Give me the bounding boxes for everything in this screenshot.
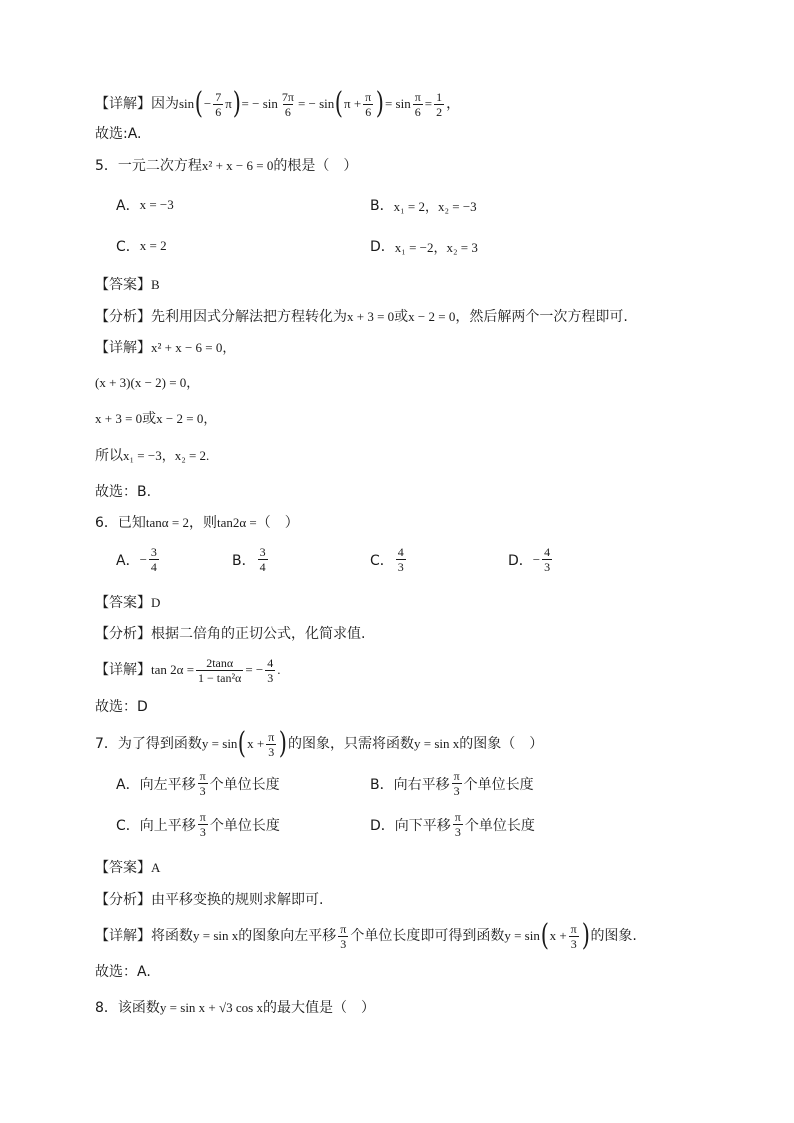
- q5-option-b: [370, 195, 477, 215]
- analysis-text: 或: [394, 309, 409, 325]
- frac-den: 3: [199, 784, 206, 798]
- fraction: [452, 770, 462, 797]
- analysis-text: 由平移变换的规则求解即可.: [151, 892, 324, 908]
- detail-tag: 【详解】: [95, 662, 151, 678]
- fraction: [196, 657, 243, 684]
- option-label: B．: [370, 776, 394, 793]
- q6-option-a: [116, 546, 161, 573]
- math-eq: tanα = 2: [145, 515, 189, 530]
- math-eq: x + 3 = 0: [347, 309, 395, 324]
- math-eq: = sin: [384, 96, 411, 111]
- option-label: B．: [232, 552, 256, 569]
- math-pi: π: [225, 96, 232, 111]
- math-expr: x +: [247, 736, 265, 751]
- fraction: [363, 91, 373, 118]
- option-label: C．: [116, 817, 140, 834]
- q5-option-c: [116, 236, 167, 256]
- frac-num: 3: [259, 545, 266, 559]
- math-eq: x − 2 = 0: [408, 309, 456, 324]
- frac-num: π: [453, 769, 460, 783]
- fraction: [213, 91, 223, 118]
- fraction: [265, 657, 275, 684]
- connector-text: 或: [142, 411, 157, 427]
- option-text: 向右平移: [393, 776, 450, 793]
- q7-choice: 故选：A.: [95, 964, 151, 980]
- q8-stem: [95, 998, 375, 1018]
- option-label: C．: [370, 552, 394, 569]
- option-text: 个单位长度: [464, 817, 535, 834]
- frac-den: 3: [397, 560, 404, 574]
- option-text: 个单位长度: [209, 776, 280, 793]
- frac-num: 7π: [281, 89, 294, 104]
- frac-num: π: [199, 769, 206, 783]
- frac-num: π: [365, 89, 372, 104]
- q5-detail-step3: [95, 409, 216, 429]
- math-func: y = sin: [504, 928, 540, 943]
- q5-option-d: [370, 236, 478, 256]
- detail-tag: 【详解】: [95, 928, 151, 944]
- frac-den: 3: [453, 784, 460, 798]
- frac-num: 4: [544, 545, 551, 559]
- option-value: x = −3: [139, 197, 174, 212]
- math-lhs: tan 2α =: [151, 662, 195, 677]
- math-func: y = sin x: [193, 928, 239, 943]
- paren-close: ): [375, 86, 385, 121]
- option-text: 个单位长度: [463, 776, 534, 793]
- frac-den: 3: [268, 744, 275, 759]
- frac-den: 6: [365, 104, 372, 119]
- frac-den: 1 − tan²α: [198, 670, 242, 685]
- option-label: D．: [508, 552, 533, 569]
- math-expr: x +: [549, 928, 567, 943]
- q6-detail: [95, 652, 281, 688]
- detail-text: 所以: [95, 448, 123, 464]
- answer-tag: 【答案】: [95, 595, 151, 611]
- option-value: x₁ = −2，x₂ = 3: [394, 239, 478, 255]
- frac-num: 4: [397, 545, 404, 559]
- math-eq: = −: [245, 662, 264, 677]
- fraction: [413, 91, 423, 118]
- frac-den: 2: [436, 104, 443, 119]
- frac-num: 2tanα: [206, 655, 234, 670]
- frac-den: 3: [267, 670, 274, 685]
- paren-close: ): [232, 86, 241, 121]
- answer-value: A: [151, 860, 161, 875]
- option-text: 个单位长度: [209, 817, 280, 834]
- frac-den: 6: [215, 104, 222, 119]
- fraction: [266, 731, 276, 758]
- fraction: [542, 546, 552, 573]
- frac-den: 3: [340, 936, 347, 951]
- math-eq: tan2α =: [216, 515, 257, 530]
- option-text: 向左平移: [139, 776, 196, 793]
- detail-tag: 【详解】: [95, 96, 151, 112]
- math-eq: x − 2 = 0，: [156, 411, 217, 426]
- q5-stem: [95, 156, 357, 176]
- math-sin: sin: [179, 96, 195, 111]
- math-eq: = − sin: [297, 96, 335, 111]
- option-label: A．: [116, 552, 140, 569]
- option-text: 向上平移: [139, 817, 196, 834]
- frac-den: 3: [570, 936, 577, 951]
- answer-tag: 【答案】: [95, 277, 151, 293]
- option-label: A．: [116, 776, 140, 793]
- frac-den: 4: [259, 560, 266, 574]
- analysis-tag: 【分析】: [95, 309, 151, 325]
- detail-text: 的图象向左平移: [238, 928, 337, 944]
- q6-option-d: [508, 546, 554, 573]
- q7-answer: [95, 858, 160, 878]
- math-func: y = sin: [201, 736, 238, 751]
- math-eq: =: [424, 96, 433, 111]
- stem-suffix: 的最大值是（ ）: [262, 1000, 375, 1016]
- fraction: [280, 91, 296, 118]
- stem-prefix: 5．一元二次方程: [95, 158, 202, 174]
- analysis-tag: 【分析】: [95, 626, 151, 642]
- frac-num: π: [268, 729, 275, 744]
- frac-num: 1: [436, 89, 443, 104]
- paren-open: (: [335, 86, 344, 121]
- math-step: x² + x − 6 = 0，: [151, 340, 236, 355]
- stem-prefix: 6．已知: [95, 515, 146, 531]
- frac-den: 3: [199, 825, 206, 839]
- q5-detail-step4: [95, 446, 209, 466]
- q7-option-a: [116, 770, 280, 797]
- stem-suffix: 的图象（ ）: [459, 736, 544, 752]
- q7-detail: [95, 918, 637, 954]
- stem-text: ，则: [188, 515, 217, 531]
- answer-value: B: [151, 277, 160, 292]
- fraction: [338, 923, 348, 950]
- stem-prefix: 7．为了得到函数: [95, 736, 202, 752]
- frac-num: π: [340, 921, 347, 936]
- frac-num: π: [570, 921, 577, 936]
- fraction: [198, 811, 208, 838]
- q5-choice: 故选：B.: [95, 484, 152, 500]
- punct: .: [277, 662, 281, 677]
- q6-analysis: [95, 624, 365, 644]
- fraction: [569, 923, 579, 950]
- q7-option-d: [370, 811, 535, 838]
- q5-answer: [95, 275, 160, 295]
- option-label: C．: [116, 239, 140, 255]
- option-label: D．: [370, 817, 395, 834]
- option-sign: −: [139, 551, 147, 567]
- frac-den: 6: [284, 104, 291, 119]
- detail-text: 的图象.: [590, 928, 637, 944]
- q6-option-b: [232, 546, 270, 573]
- q5-analysis: [95, 307, 628, 327]
- analysis-tag: 【分析】: [95, 892, 151, 908]
- fraction: [396, 546, 406, 573]
- fraction: [434, 91, 444, 118]
- q6-stem: [95, 513, 299, 533]
- stem-suffix: （ ）: [256, 515, 299, 531]
- paren-close: ): [581, 918, 590, 953]
- frac-num: π: [454, 810, 461, 824]
- stem-prefix: 8．该函数: [95, 1000, 160, 1016]
- option-sign: −: [532, 551, 541, 567]
- option-value: x = 2: [139, 238, 167, 253]
- math-func: y = sin x: [414, 736, 460, 751]
- stem-suffix: 的根是（ ）: [273, 158, 358, 174]
- q4-choice: 故选:A.: [95, 126, 142, 142]
- detail-intro: 因为: [151, 96, 179, 112]
- q6-answer: [95, 593, 160, 613]
- option-text: 向下平移: [394, 817, 451, 834]
- answer-tag: 【答案】: [95, 860, 151, 876]
- math-eq: x + 3 = 0: [95, 411, 143, 426]
- analysis-text: 根据二倍角的正切公式，化简求值.: [151, 626, 366, 642]
- paren-open: (: [238, 726, 247, 761]
- q6-choice: 故选：D: [95, 699, 148, 715]
- q7-option-b: [370, 770, 534, 797]
- q7-option-c: [116, 811, 280, 838]
- q5-detail-step2: (x + 3)(x − 2) = 0，: [95, 375, 200, 390]
- option-value: x₁ = 2，x₂ = −3: [393, 198, 477, 214]
- frac-num: π: [414, 89, 421, 104]
- math-neg: −: [203, 96, 212, 111]
- answer-value: D: [151, 595, 161, 610]
- frac-num: 4: [267, 655, 274, 670]
- stem-equation: x² + x − 6 = 0: [201, 158, 274, 173]
- q6-option-c: [370, 546, 408, 573]
- stem-text: 的图象，只需将函数: [288, 736, 415, 752]
- fraction: [149, 546, 159, 573]
- detail-text: 个单位长度即可得到函数: [350, 928, 505, 944]
- frac-den: 3: [544, 560, 551, 574]
- analysis-text: 先利用因式分解法把方程转化为: [151, 309, 347, 325]
- frac-num: 3: [150, 545, 157, 559]
- option-label: B．: [370, 198, 394, 214]
- q7-stem: [95, 726, 543, 762]
- detail-text: 将函数: [151, 928, 193, 944]
- paren-close: ): [279, 726, 288, 761]
- fraction: [258, 546, 268, 573]
- q7-analysis: [95, 890, 323, 910]
- math-eq: x₁ = −3，x₂ = 2.: [123, 448, 210, 463]
- option-label: A．: [116, 198, 140, 214]
- option-label: D．: [370, 239, 395, 255]
- detail-tag: 【详解】: [95, 340, 151, 356]
- math-func: y = sin x + √3 cos x: [159, 1000, 263, 1015]
- math-eq: = − sin: [241, 96, 278, 111]
- paren-open: (: [540, 918, 549, 953]
- frac-num: 7: [215, 89, 222, 104]
- q4-detail-line: [95, 86, 460, 122]
- frac-den: 3: [454, 825, 461, 839]
- frac-den: 4: [150, 560, 157, 574]
- q5-detail-step1: [95, 338, 235, 358]
- fraction: [198, 770, 208, 797]
- frac-den: 6: [414, 104, 421, 119]
- math-pi-plus: π +: [344, 96, 362, 111]
- analysis-text: ，然后解两个一次方程即可.: [455, 309, 628, 325]
- paren-open: (: [194, 86, 204, 121]
- punct: ，: [446, 96, 461, 112]
- frac-num: π: [199, 810, 206, 824]
- fraction: [453, 811, 463, 838]
- q5-option-a: [116, 195, 174, 215]
